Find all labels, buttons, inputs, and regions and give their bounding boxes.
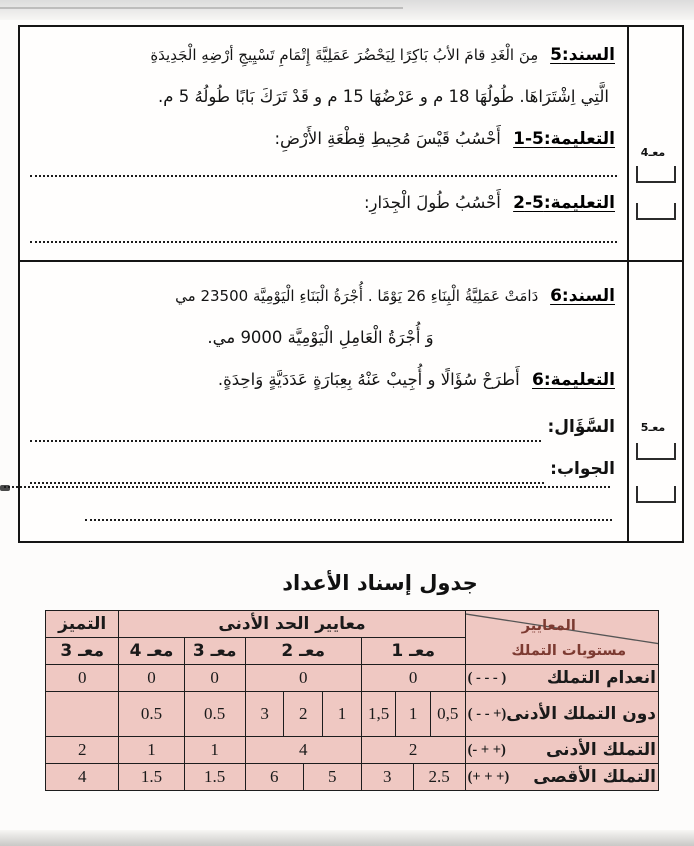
col-header-m2: معـ 2: [245, 638, 361, 665]
score-box: [636, 166, 676, 183]
photo-top-edge-line: [0, 7, 403, 9]
grading-table: [45, 610, 659, 791]
row-label-cell: [465, 764, 658, 791]
row-label-cell: [465, 692, 658, 737]
answer-dotted-line: [30, 165, 617, 177]
score-cell: 0.5: [119, 692, 184, 737]
score-box: [636, 443, 676, 460]
criteria-corner-label: المعايير: [521, 617, 576, 634]
score-cell: 6: [245, 764, 303, 791]
score-cell: 2: [361, 737, 465, 764]
score-cell: 4: [46, 764, 119, 791]
excellence-header: التميز: [46, 611, 119, 638]
answer-label: الجواب:: [550, 459, 615, 479]
support5-text2: الَّتِي اِشْتَرَاهَا. طُولُهَا 18 م و عَرْضُهَا 15 م و قَدْ تَرَكَ بَابًا طُولُهُ 5 م.: [158, 87, 609, 106]
instruction-5-1-prefix: التعليمة:5-1: [513, 129, 615, 149]
support5-prefix: السند:5: [550, 45, 615, 65]
support5-line2: [26, 79, 609, 115]
support5-line1: [26, 37, 615, 73]
score-cell: 1: [119, 737, 184, 764]
extra-dotted-line: [85, 517, 612, 521]
score-cell: 0: [119, 665, 184, 692]
section-support-5: [20, 27, 625, 258]
margin-criterion-4-label: معـ4: [640, 146, 666, 159]
margin-column-divider: [627, 27, 629, 541]
support6-prefix: السند:6: [550, 286, 615, 306]
score-cell: 0: [46, 665, 119, 692]
instruction-6-text: أَطرَحْ سُؤَالًا و أُجِيبْ عَنْهُ بِعِبَارَةٍ عَدَدَيَّةٍ وَاحِدَةٍ.: [217, 370, 520, 389]
row-label-cell: [465, 737, 658, 764]
answer-dotted-blank: [30, 458, 544, 484]
row-label: دون التملك الأدنى: [506, 704, 656, 724]
table-row-max-mastery: [46, 764, 659, 791]
support6-text1: دَامَتْ عَمَلِيَّةُ الْبِنَاءِ 26 يَوْمًا . أُجْرَةُ الْبَنَاءِ الْيَوْمِيَّة 23500 مي: [175, 287, 539, 305]
section-support-6: [20, 264, 625, 541]
support6-text2: وَ أُجْرَةُ الْعَامِلِ الْيَوْمِيَّة 9000 مي.: [207, 328, 434, 347]
score-cell: 2: [284, 692, 323, 737]
col-header-m4: معـ 4: [119, 638, 184, 665]
row-label: التملك الأدنى: [545, 740, 656, 760]
levels-corner-label: مستويات التملك: [511, 642, 627, 659]
row-sign: ( - - - ): [467, 669, 507, 686]
photo-top-band: [0, 0, 694, 20]
support6-line1: [26, 278, 615, 314]
score-cell: 1: [396, 692, 431, 737]
score-cell: 1,5: [361, 692, 396, 737]
row-sign: (+ + +): [467, 768, 510, 785]
score-cell: 1.5: [119, 764, 184, 791]
row-sign: (- + +): [467, 741, 506, 758]
score-cell: 0.5: [184, 692, 245, 737]
instruction-5-1-text: أَحْسُبُ قَيْسَ مُحِيطِ قِطْعَةِ الأَرْضِ:: [274, 129, 501, 148]
answer-line: [26, 450, 615, 484]
row-sign: ( - - +): [467, 705, 507, 722]
row-label-cell: [465, 665, 658, 692]
corner-cell: [465, 611, 658, 665]
photo-bottom-band: [0, 830, 694, 846]
instruction-5-2: [26, 185, 615, 221]
section-divider: [20, 260, 682, 262]
score-box: [636, 486, 676, 503]
score-cell: 2: [46, 737, 119, 764]
col-header-m3: معـ 3: [184, 638, 245, 665]
score-cell: 0,5: [430, 692, 465, 737]
extra-dotted-line: [4, 484, 610, 488]
instruction-6: [26, 362, 615, 398]
score-box: [636, 203, 676, 220]
score-cell: 2.5: [413, 764, 465, 791]
instruction-5-2-prefix: التعليمة:5-2: [513, 193, 615, 213]
support5-text1: مِنَ الْغَدِ قامَ الأبُ بَاكِرًا لِيَحْضُرَ عَمَلِيَّةَ إِتْمَامِ تَسْيِيجِ أرْضِهِ الْجَدِيدَةِ: [150, 46, 539, 64]
exam-frame: [18, 25, 684, 543]
score-cell: [46, 692, 119, 737]
answer-dotted-line: [30, 231, 617, 243]
score-cell: 1: [323, 692, 362, 737]
score-cell: 3: [361, 764, 413, 791]
table-row-below-min: [46, 692, 659, 737]
table-header-row-1: [46, 611, 659, 638]
instruction-6-prefix: التعليمة:6: [532, 370, 615, 390]
instruction-5-1: [26, 121, 615, 157]
margin-criterion-5-label: معـ5: [640, 421, 666, 434]
score-cell: 0: [184, 665, 245, 692]
score-cell: 0: [361, 665, 465, 692]
instruction-5-2-text: أَحْسُبُ طُولَ الْجِدَارِ:: [363, 193, 501, 212]
question-label: السَّؤَال:: [547, 417, 615, 437]
score-cell: 0: [245, 665, 361, 692]
table-row-no-mastery: [46, 665, 659, 692]
question-dotted-blank: [30, 416, 541, 442]
table-row-min-mastery: [46, 737, 659, 764]
grading-table-title: جدول إسناد الأعداد: [282, 571, 478, 595]
row-label: انعدام التملك: [546, 668, 656, 688]
score-cell: 3: [245, 692, 284, 737]
score-cell: 1: [184, 737, 245, 764]
support6-line2: [26, 320, 615, 356]
min-criteria-group-header: معايير الحد الأدنى: [119, 611, 465, 638]
col-header-m1: معـ 1: [361, 638, 465, 665]
score-cell: 5: [303, 764, 361, 791]
row-label: التملك الأقصى: [533, 767, 656, 787]
score-cell: 4: [245, 737, 361, 764]
question-line: [26, 408, 615, 442]
score-cell: 1.5: [184, 764, 245, 791]
col-header-excellence: معـ 3: [46, 638, 119, 665]
